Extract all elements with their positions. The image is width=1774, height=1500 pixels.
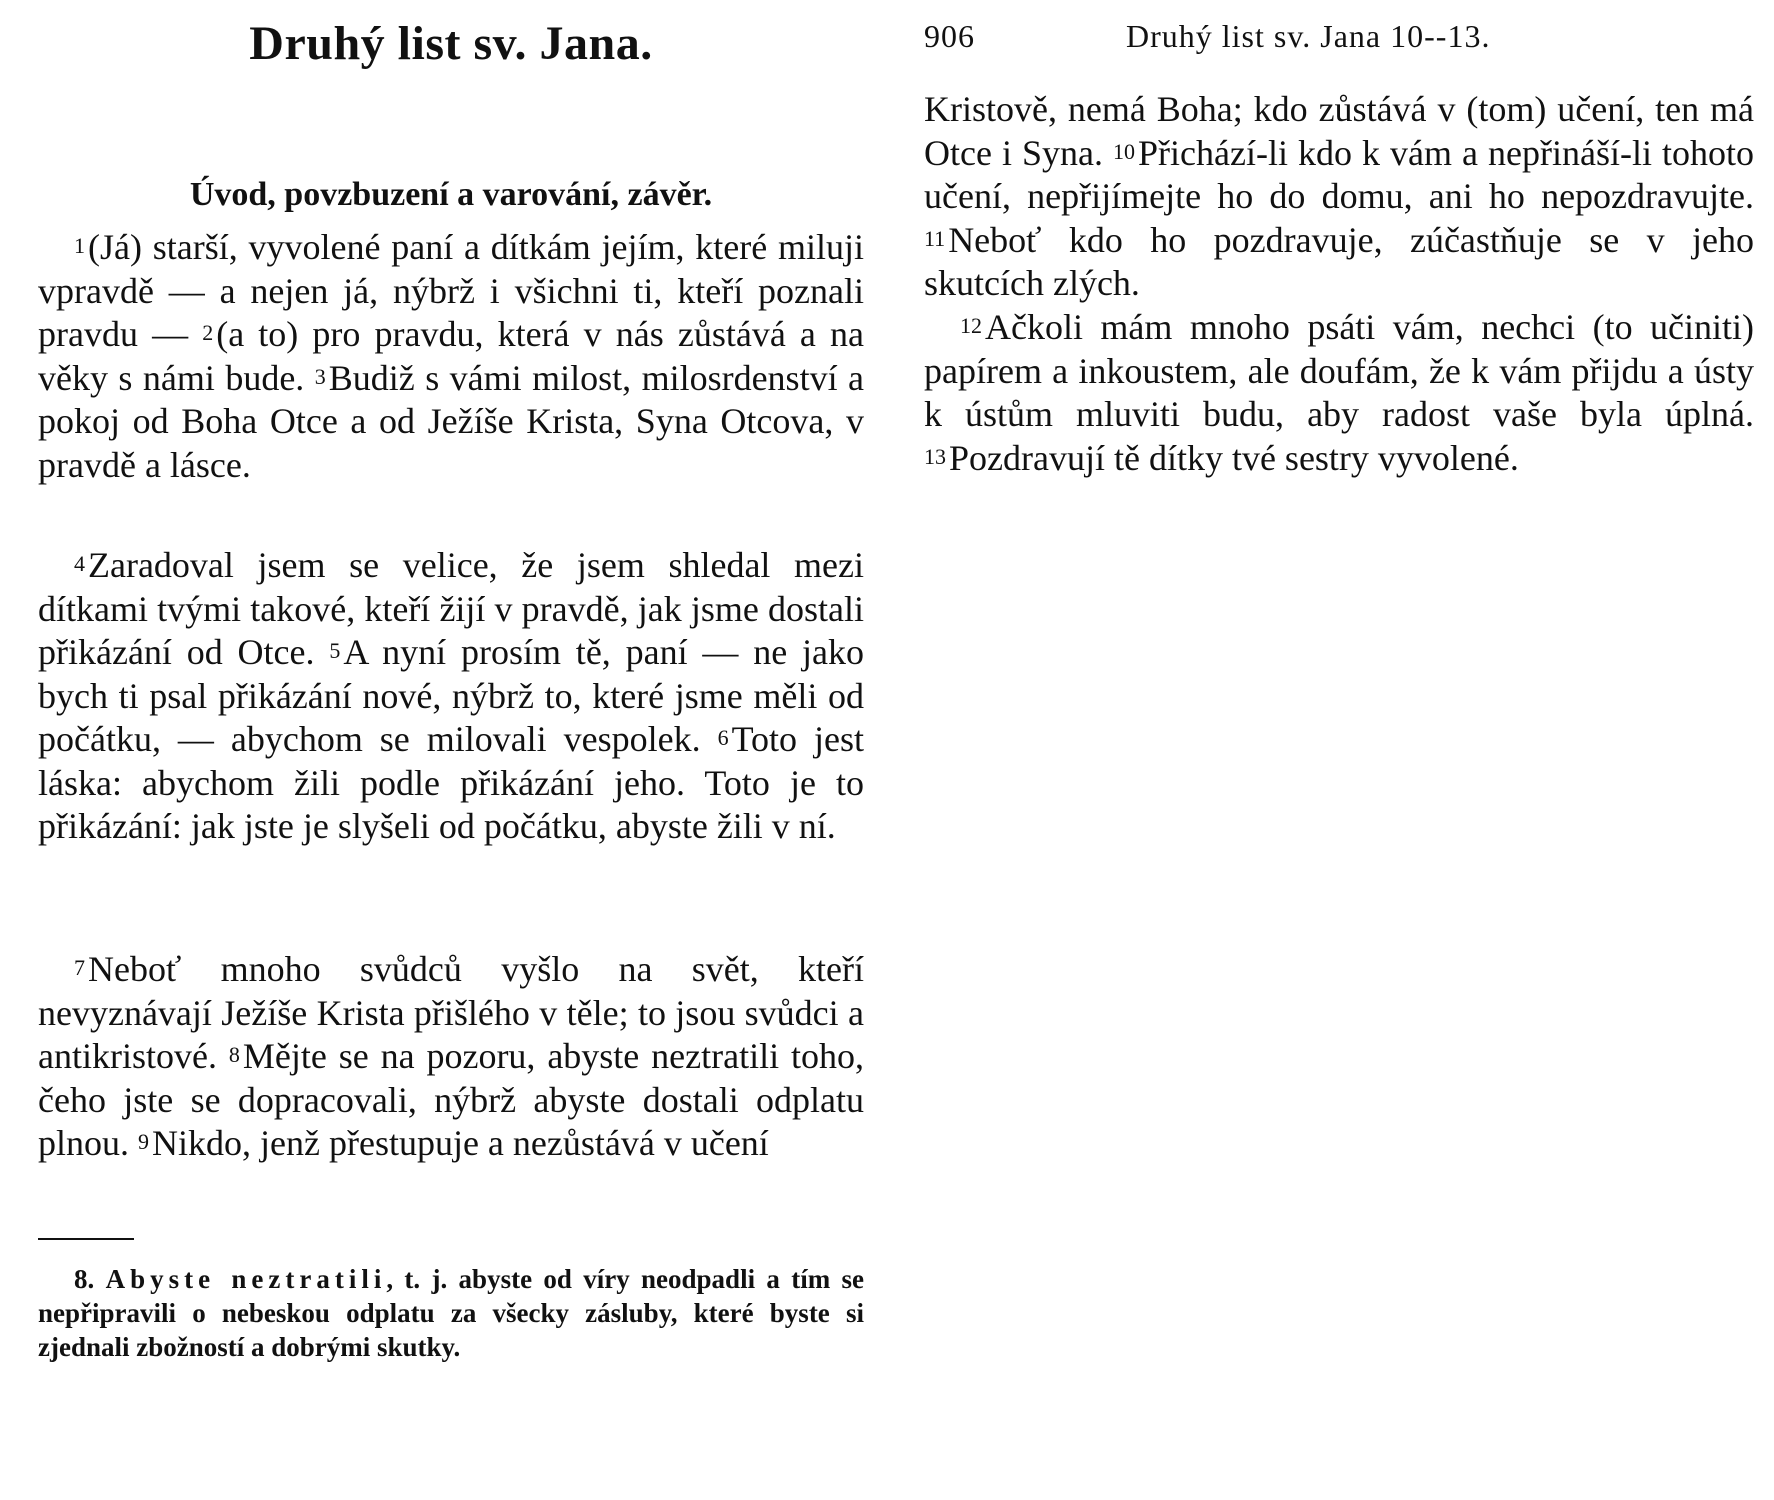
footnote [38,1262,864,1364]
footnote-ref: 8. [74,1264,95,1294]
verse-number: 6 [717,725,729,750]
verse-text: Ačkoli mám mnoho psáti vám, nechci (to učiniti) papírem a inkoustem, ale doufám, že k vám přijdu a ústy k ústům mluviti budu, aby radost vaše byla úplná. [924,307,1754,434]
verse-number: 1 [74,233,85,258]
verse-number: 2 [202,320,214,345]
verse-number: 10 [1113,138,1136,164]
verse-text: Toto jest láska: abychom žili podle přikázání jeho. Toto je to přikázání: jak jste je slyšeli od počátku, abyste žili v ní. [38,719,864,846]
section-heading: Úvod, povzbuzení a varování, závěr. [189,176,713,213]
verse-number: 12 [960,313,982,338]
verse-text: Kristově, nemá Boha; kdo zůstává v (tom) učení, ten má Otce i Syna. [924,89,1754,173]
paragraph-verses-12-13 [924,306,1754,480]
footnote-divider [38,1238,134,1240]
verse-number: 11 [924,225,946,251]
paragraph-verses-9-11 [924,88,1754,306]
verse-text: Nikdo, jenž přestupuje a nezůstává v učení [152,1123,769,1163]
footnote-term: Abyste neztratili [105,1264,387,1294]
verse-number: 7 [74,955,85,980]
verse-text: Neboť kdo ho pozdravuje, zúčastňuje se v jeho skutcích zlých. [924,219,1754,303]
verse-number: 9 [138,1129,150,1154]
verse-text: Mějte se na pozoru, abyste neztratili toho, čeho jste se dopracovali, nýbrž abyste dostali odplatu plnou. [38,1036,864,1163]
verse-number: 8 [228,1042,240,1067]
running-title: Druhý list sv. Jana 10--13. [1126,18,1491,54]
paragraph-verses-4-6 [38,544,864,849]
verse-text: Budiž s vámi milost, milosrdenství a pokoj od Boha Otce a od Ježíše Krista, Syna Otcova, v pravdě a lásce. [38,357,864,485]
verse-text: Pozdravují tě dítky tvé sestry vyvolené. [949,437,1519,478]
verse-number: 4 [74,551,85,576]
footnote-text: , t. j. abyste od víry neodpadli a tím se nepřipravili o nebeskou odplatu za všecky zásluby, které byste si zjednali zbožností a dobrými skutky. [38,1264,865,1362]
verse-text: Zaradoval jsem se velice, že jsem shledal mezi dítkami tvými takové, kteří žijí v pravdě, jak jsme dostali přikázání od Otce. [38,545,864,672]
verse-text: (Já) starší, vyvolené paní a dítkám jejím, které miluji vpravdě — a nejen já, nýbrž i všichni ti, kteří poznali pravdu — [38,227,864,354]
book-title: Druhý list sv. Jana. [249,17,653,70]
verse-text: Neboť mnoho svůdců vyšlo na svět, kteří nevyznávají Ježíše Krista přišlého v těle; to jsou svůdci a antikristové. [38,949,864,1076]
verse-number: 5 [329,638,341,663]
verse-number: 3 [314,363,326,389]
verse-number: 13 [924,443,946,469]
verse-text: A nyní prosím tě, paní — ne jako bych ti psal přikázání nové, nýbrž to, které jsme měli od počátku, — abychom se milovali vespolek. [38,632,864,759]
verse-text: Přichází-li kdo k vám a nepřináší-li tohoto učení, nepřijímejte ho do domu, ani ho nepozdravujte. [924,132,1755,216]
verse-text: (a to) pro pravdu, která v nás zůstává a na věky s námi bude. [38,314,864,398]
page-number: 906 [924,18,975,54]
paragraph-verses-7-9 [38,948,864,1166]
paragraph-verses-1-3 [38,226,864,487]
